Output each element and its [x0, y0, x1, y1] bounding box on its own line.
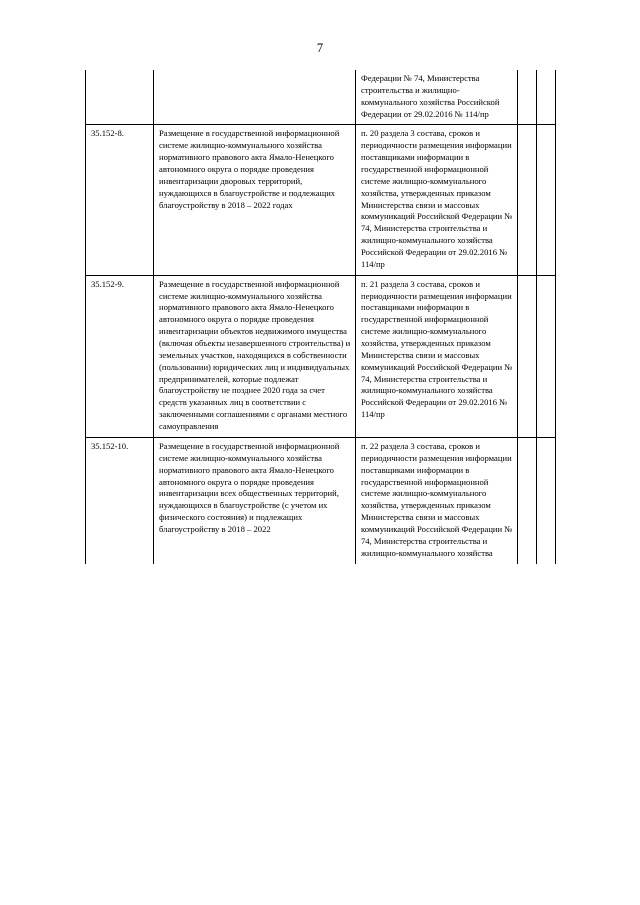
- cell-extra-2: [537, 275, 556, 437]
- page-number: 7: [316, 41, 324, 55]
- cell-extra-1: [518, 125, 537, 275]
- regulation-table: [85, 70, 556, 564]
- cell-name: Размещение в государственной информационной системе жилищно-коммунального хозяйства нормативного правового акта Ямало-Ненецкого автономного округа о порядке проведения инвентаризации объектов недвижимого имущества (включая объекты незавершенного строительства) и земельных участков, находящихся в собственности (пользовании) юридических лиц и индивидуальных предпринимателей, которые подлежат благоустройству не позднее 2020 года за счет средств указанных лиц в соответствии с заключенными соглашениями с органами местного самоуправления: [154, 275, 356, 437]
- cell-code: 35.152-10.: [86, 437, 154, 563]
- cell-extra-1: [518, 275, 537, 437]
- cell-extra-1: [518, 70, 537, 125]
- cell-extra-2: [537, 437, 556, 563]
- table-row: [86, 437, 556, 563]
- table-row: [86, 125, 556, 275]
- table-row: [86, 70, 556, 125]
- cell-basis: п. 20 раздела 3 состава, сроков и периодичности размещения информации поставщиками информации в государственной информационной системе жилищно-коммунального хозяйства, утвержденных приказом Министерства связи и массовых коммуникаций Российской Федерации № 74, Министерства строительства и жилищно-коммунального хозяйства Российской Федерации от 29.02.2016 № 114/пр: [356, 125, 518, 275]
- cell-code: 35.152-9.: [86, 275, 154, 437]
- cell-basis: Федерации № 74, Министерства строительства и жилищно-коммунального хозяйства Российской Федерации от 29.02.2016 № 114/пр: [356, 70, 518, 125]
- cell-extra-1: [518, 437, 537, 563]
- table-row: [86, 275, 556, 437]
- cell-name: [154, 70, 356, 125]
- cell-extra-2: [537, 125, 556, 275]
- cell-basis: п. 21 раздела 3 состава, сроков и периодичности размещения информации поставщиками информации в государственной информационной системе жилищно-коммунального хозяйства, утвержденных приказом Министерства связи и массовых коммуникаций Российской Федерации № 74, Министерства строительства и жилищно-коммунального хозяйства Российской Федерации от 29.02.2016 № 114/пр: [356, 275, 518, 437]
- cell-name: Размещение в государственной информационной системе жилищно-коммунального хозяйства нормативного правового акта Ямало-Ненецкого автономного округа о порядке проведения инвентаризации дворовых территорий, нуждающихся в благоустройстве и подлежащих благоустройству в 2018 – 2022 годах: [154, 125, 356, 275]
- cell-basis: п. 22 раздела 3 состава, сроков и периодичности размещения информации поставщиками информации в государственной информационной системе жилищно-коммунального хозяйства, утвержденных приказом Министерства связи и массовых коммуникаций Российской Федерации № 74, Министерства строительства и жилищно-коммунального хозяйства: [356, 437, 518, 563]
- cell-name: Размещение в государственной информационной системе жилищно-коммунального хозяйства нормативного правового акта Ямало-Ненецкого автономного округа о порядке проведения инвентаризации всех общественных территорий, нуждающихся в благоустройстве (с учетом их физического состояния) и подлежащих благоустройству в 2018 – 2022: [154, 437, 356, 563]
- cell-code: [86, 70, 154, 125]
- cell-extra-2: [537, 70, 556, 125]
- cell-code: 35.152-8.: [86, 125, 154, 275]
